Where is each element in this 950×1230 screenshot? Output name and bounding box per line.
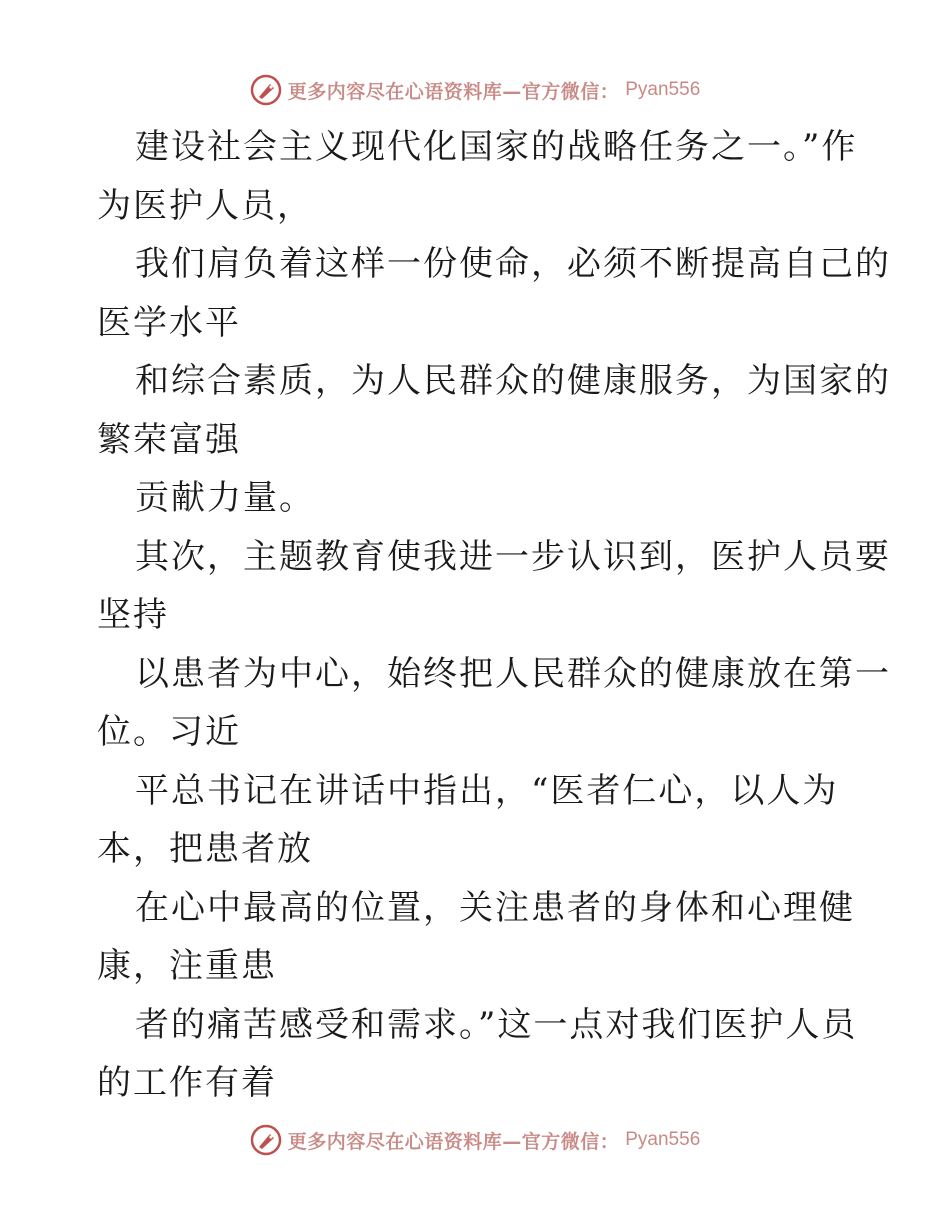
text-line: 为医护人员， xyxy=(97,185,313,226)
text-line: 康，注重患 xyxy=(97,946,277,986)
pen-nib-logo-icon xyxy=(250,74,282,106)
text-line: 的工作有着 xyxy=(97,1063,277,1103)
text-line: 本，把患者放 xyxy=(97,829,313,869)
text-line: 坚持 xyxy=(97,595,169,635)
text-line: 以患者为中心，始终把人民群众的健康放在第一 xyxy=(135,653,891,694)
text-line: 繁荣富强 xyxy=(97,419,241,460)
header-watermark xyxy=(0,70,950,110)
watermark-wechat-id: Pyan556 xyxy=(625,79,701,100)
text-line: 贡献力量。 xyxy=(135,478,315,518)
watermark-wechat-id: Pyan556 xyxy=(625,1129,701,1150)
text-line: 平总书记在讲话中指出，“医者仁心，以人为 xyxy=(135,770,839,811)
text-line: 其次，主题教育使我进一步认识到，医护人员要 xyxy=(135,536,891,577)
text-line: 医学水平 xyxy=(97,302,241,343)
document-body xyxy=(97,118,891,1113)
watermark-text: 更多内容尽在心语资料库—官方微信： xyxy=(287,80,620,103)
footer-watermark xyxy=(0,1120,950,1160)
text-line: 和综合素质，为人民群众的健康服务，为国家的 xyxy=(135,361,891,401)
text-line: 在心中最高的位置，关注患者的身体和心理健 xyxy=(135,887,855,928)
text-line: 我们肩负着这样一份使命，必须不断提高自己的 xyxy=(135,244,891,284)
text-line: 者的痛苦感受和需求。”这一点对我们医护人员 xyxy=(135,1004,858,1045)
text-line: 位。习近 xyxy=(97,712,241,752)
pen-nib-logo-icon xyxy=(250,1124,282,1156)
watermark-text: 更多内容尽在心语资料库—官方微信： xyxy=(287,1130,620,1153)
text-line: 建设社会主义现代化国家的战略任务之一。”作 xyxy=(135,127,858,167)
